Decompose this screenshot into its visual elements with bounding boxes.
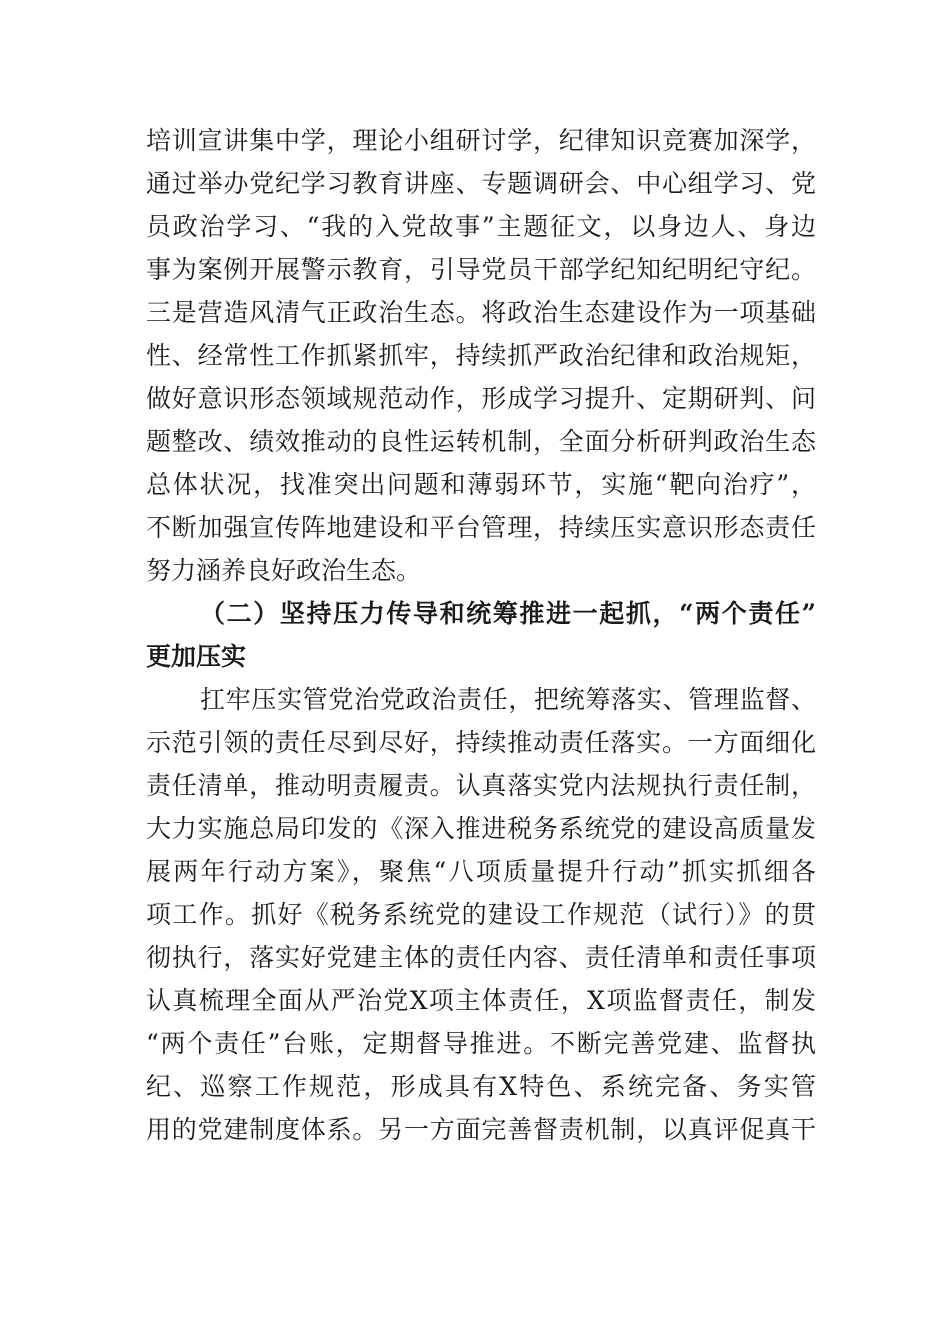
text-line: 展两年行动方案》，聚焦“八项质量提升行动”抓实抓细各 bbox=[146, 857, 816, 886]
text-line: 不断加强宣传阵地建设和平台管理，持续压实意识形态责任 bbox=[146, 513, 816, 542]
paragraph-first-line: 扛牢压实管党治党政治责任，把统筹落实、管理监督、 bbox=[200, 685, 816, 714]
text-line: 培训宣讲集中学，理论小组研讨学，纪律知识竞赛加深学， bbox=[146, 126, 816, 155]
text-line: 努力涵养良好政治生态。 bbox=[146, 556, 422, 585]
section-heading: （二）坚持压力传导和统筹推进一起抓，“两个责任” bbox=[200, 599, 816, 628]
text-line: 总体状况，找准突出问题和薄弱环节，实施“靶向治疗”， bbox=[146, 470, 816, 499]
text-line: 用的党建制度体系。另一方面完善督责机制，以真评促真干 bbox=[146, 1115, 816, 1144]
text-line: “两个责任”台账，定期督导推进。不断完善党建、监督执 bbox=[146, 1029, 816, 1058]
text-line: 纪、巡察工作规范，形成具有X特色、系统完备、务实管 bbox=[146, 1072, 816, 1101]
document-body bbox=[146, 119, 816, 1151]
text-line: 认真梳理全面从严治党X项主体责任，X项监督责任，制发 bbox=[146, 986, 816, 1015]
text-line: 三是营造风清气正政治生态。将政治生态建设作为一项基础 bbox=[146, 298, 816, 327]
text-line: 员政治学习、“我的入党故事”主题征文，以身边人、身边 bbox=[146, 212, 816, 241]
text-line: 通过举办党纪学习教育讲座、专题调研会、中心组学习、党 bbox=[146, 169, 816, 198]
text-line: 大力实施总局印发的《深入推进税务系统党的建设高质量发 bbox=[146, 814, 816, 843]
text-line: 责任清单，推动明责履责。认真落实党内法规执行责任制， bbox=[146, 771, 816, 800]
text-line: 题整改、绩效推动的良性运转机制，全面分析研判政治生态 bbox=[146, 427, 816, 456]
text-line: 示范引领的责任尽到尽好，持续推动责任落实。一方面细化 bbox=[146, 728, 816, 757]
section-heading-continued: 更加压实 bbox=[146, 642, 247, 671]
text-line: 性、经常性工作抓紧抓牢，持续抓严政治纪律和政治规矩， bbox=[146, 341, 816, 370]
text-line: 彻执行，落实好党建主体的责任内容、责任清单和责任事项 bbox=[146, 943, 816, 972]
text-line: 做好意识形态领域规范动作，形成学习提升、定期研判、问 bbox=[146, 384, 816, 413]
text-line: 项工作。抓好《税务系统党的建设工作规范（试行）》的贯 bbox=[146, 900, 816, 929]
text-line: 事为案例开展警示教育，引导党员干部学纪知纪明纪守纪。 bbox=[146, 255, 816, 284]
